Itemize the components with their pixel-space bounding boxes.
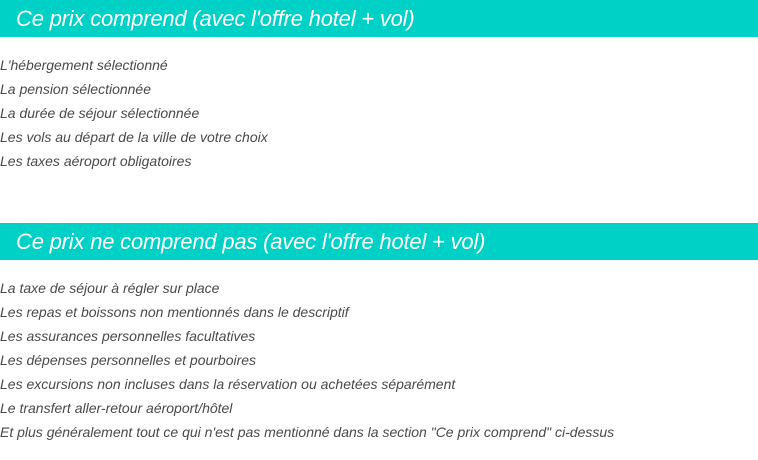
list-item: La taxe de séjour à régler sur place <box>0 280 220 296</box>
list-item: L'hébergement sélectionné <box>0 57 168 73</box>
price-excludes-title: Ce prix ne comprend pas (avec l'offre hotel + vol) <box>16 228 486 254</box>
price-includes-list <box>0 53 758 173</box>
price-includes-header <box>0 0 758 37</box>
price-excludes-section <box>0 223 758 444</box>
list-item: Les taxes aéroport obligatoires <box>0 153 192 169</box>
list-item: La pension sélectionnée <box>0 81 152 97</box>
list-item: Les vols au départ de la ville de votre choix <box>0 129 268 145</box>
list-item: Les dépenses personnelles et pourboires <box>0 352 257 368</box>
list-item: Les excursions non incluses dans la réservation ou achetées séparément <box>0 376 456 392</box>
list-item: La durée de séjour sélectionnée <box>0 105 200 121</box>
list-item: Le transfert aller-retour aéroport/hôtel <box>0 400 233 416</box>
price-excludes-header <box>0 223 758 260</box>
price-includes-title: Ce prix comprend (avec l'offre hotel + vol) <box>16 5 415 31</box>
list-item: Et plus généralement tout ce qui n'est pas mentionné dans la section "Ce prix comprend" ci-dessus <box>0 424 615 440</box>
list-item: Les assurances personnelles facultatives <box>0 328 256 344</box>
price-excludes-list <box>0 276 758 444</box>
list-item: Les repas et boissons non mentionnés dans le descriptif <box>0 304 349 320</box>
price-includes-section <box>0 0 758 173</box>
